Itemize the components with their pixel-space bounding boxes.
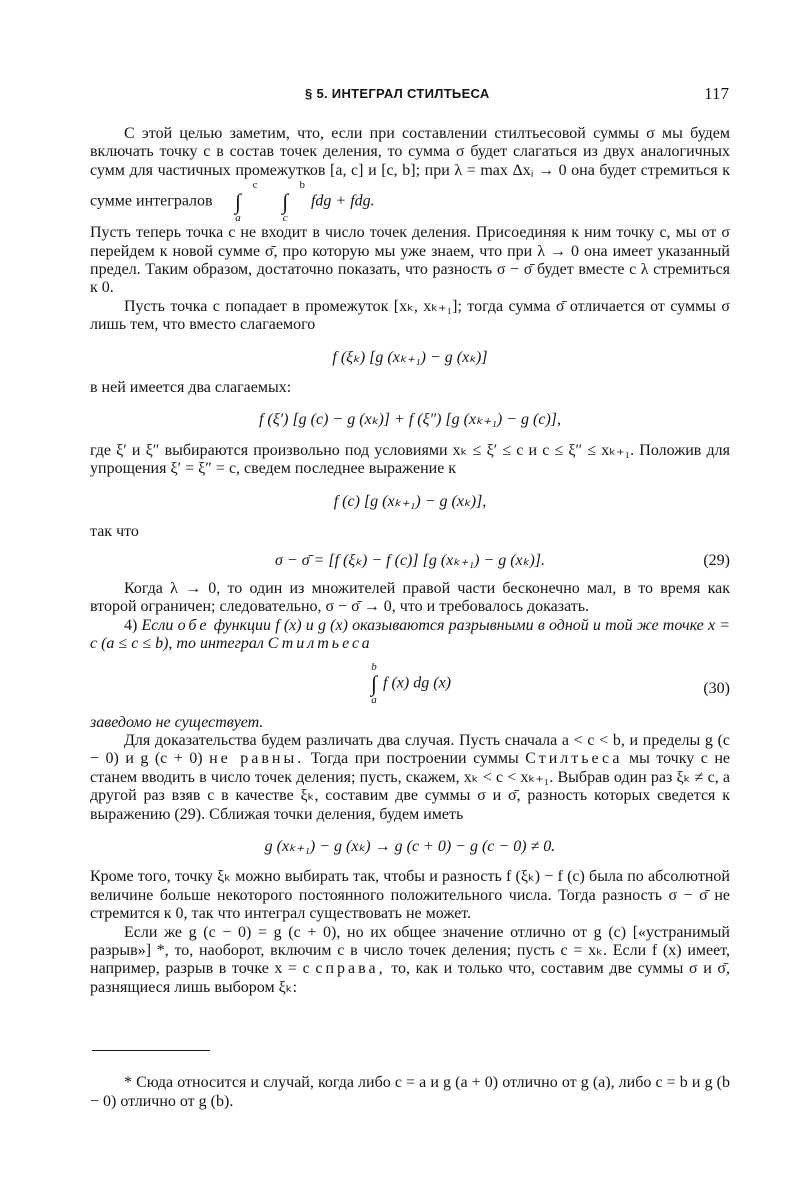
formula: f (c) [g (xₖ₊₁) − g (xₖ)], [333, 492, 487, 510]
paragraph: Кроме того, точку ξₖ можно выбирать так, чтобы и разность f (ξₖ) − f (c) была по абсолютной величине больше некоторого постоянного положительного числа. Тогда разность σ − σ̄ не стремится к 0, так что интеграл существовать не может. [90, 868, 730, 923]
equation-number: (29) [703, 551, 730, 569]
formula: f (ξₖ) [g (xₖ₊₁) − g (xₖ)] [332, 348, 488, 366]
formula: f (ξ′) [g (c) − g (xₖ)] + f (ξ″) [g (xₖ₊₁) − g (c)], [258, 411, 562, 429]
running-header: § 5. ИНТЕГРАЛ СТИЛТЬЕСА [305, 86, 490, 101]
main-text [90, 125, 730, 997]
integral-sign: b ∫ a [371, 660, 378, 706]
paragraph: в ней имеется два слагаемых: [90, 379, 292, 397]
paragraph: Для доказательства будем различать два случая. Пусть сначала a < c < b, и пределы g (c − 0) и g (c + 0) не равны. Тогда при построении суммы Стилтьеса мы точку c не станем вводить в число точек деления; пусть, скажем, xₖ < c < xₖ₊₁. Выбрав один раз ξₖ ≠ c, а другой раз взяв c в качестве ξₖ, составим две суммы σ и σ̄, разность которых сведется к выражению (29). Сближая точки деления, будем иметь [90, 731, 730, 823]
page-number: 117 [704, 84, 729, 103]
paragraph: Когда λ → 0, то один из множителей правой части бесконечно мал, в то время как второй ограничен; следовательно, σ − σ̄ → 0, что и требовалось доказать. [90, 579, 730, 616]
footnote-divider [92, 1050, 210, 1051]
paragraph: Пусть теперь точка c не входит в число точек деления. Присоединяя к ним точку c, мы от σ перейдем к новой сумме σ̄, про которую мы уже знаем, что при λ → 0 она имеет указанный предел. Таким образом, достаточно показать, что разность σ − σ̄ будет вместе с λ стремиться к 0. [90, 224, 730, 297]
integral-sign: c ∫ a [235, 179, 258, 225]
integral-sign: b ∫ c [282, 179, 305, 225]
formula-30: b ∫ a f (x) dg (x) (30) [371, 660, 730, 706]
paragraph: где ξ′ и ξ″ выбираются произвольно под условиями xₖ ≤ ξ′ ≤ c и c ≤ ξ″ ≤ xₖ₊₁. Положив для упрощения ξ′ = ξ″ = c, сведем последнее выражение к [90, 441, 730, 478]
paragraph: так что [90, 523, 139, 541]
footnote: * Сюда относится и случай, когда либо c = a и g (a + 0) отлично от g (a), либо c = b и g (b − 0) отлично от g (b). [90, 1074, 730, 1110]
equation-number: (30) [703, 679, 730, 697]
paragraph: заведомо не существует. [90, 713, 264, 731]
paragraph: 4) Если обе функции f (x) и g (x) оказываются разрывными в одной и той же точке x = c (a ≤ c ≤ b), то интеграл Стилтьеса [90, 616, 731, 653]
formula-29: σ − σ̄ = [f (ξₖ) − f (c)] [g (xₖ₊₁) − g (xₖ)]. (29) [275, 551, 730, 569]
formula: g (xₖ₊₁) − g (xₖ) → g (c + 0) − g (c − 0) ≠ 0. [264, 837, 556, 855]
paragraph: С этой целью заметим, что, если при составлении стилтьесовой суммы σ мы будем включать точку c в состав точек деления, то сумма σ будет слагаться из двух аналогичных сумм для частичных промежутков [a, c] и [c, b]; при λ = max Δxᵢ → 0 она будет стремиться к сумме интегралов c ∫ a b ∫ c fdg + fdg. [90, 125, 730, 225]
paragraph: Если же g (c − 0) = g (c + 0), но их общее значение отлично от g (c) [«устранимый разрыв»] *, то, наоборот, включим c в число точек деления; пусть c = xₖ. Если f (x) имеет, например, разрыв в точке x = c справа, то, как и только что, составим две суммы σ и σ̄, разнящиеся лишь выбором ξₖ: [90, 923, 731, 996]
paragraph: Пусть точка c попадает в промежуток [xₖ, xₖ₊₁]; тогда сумма σ̄ отличается от суммы σ лишь тем, что вместо слагаемого [90, 297, 730, 334]
